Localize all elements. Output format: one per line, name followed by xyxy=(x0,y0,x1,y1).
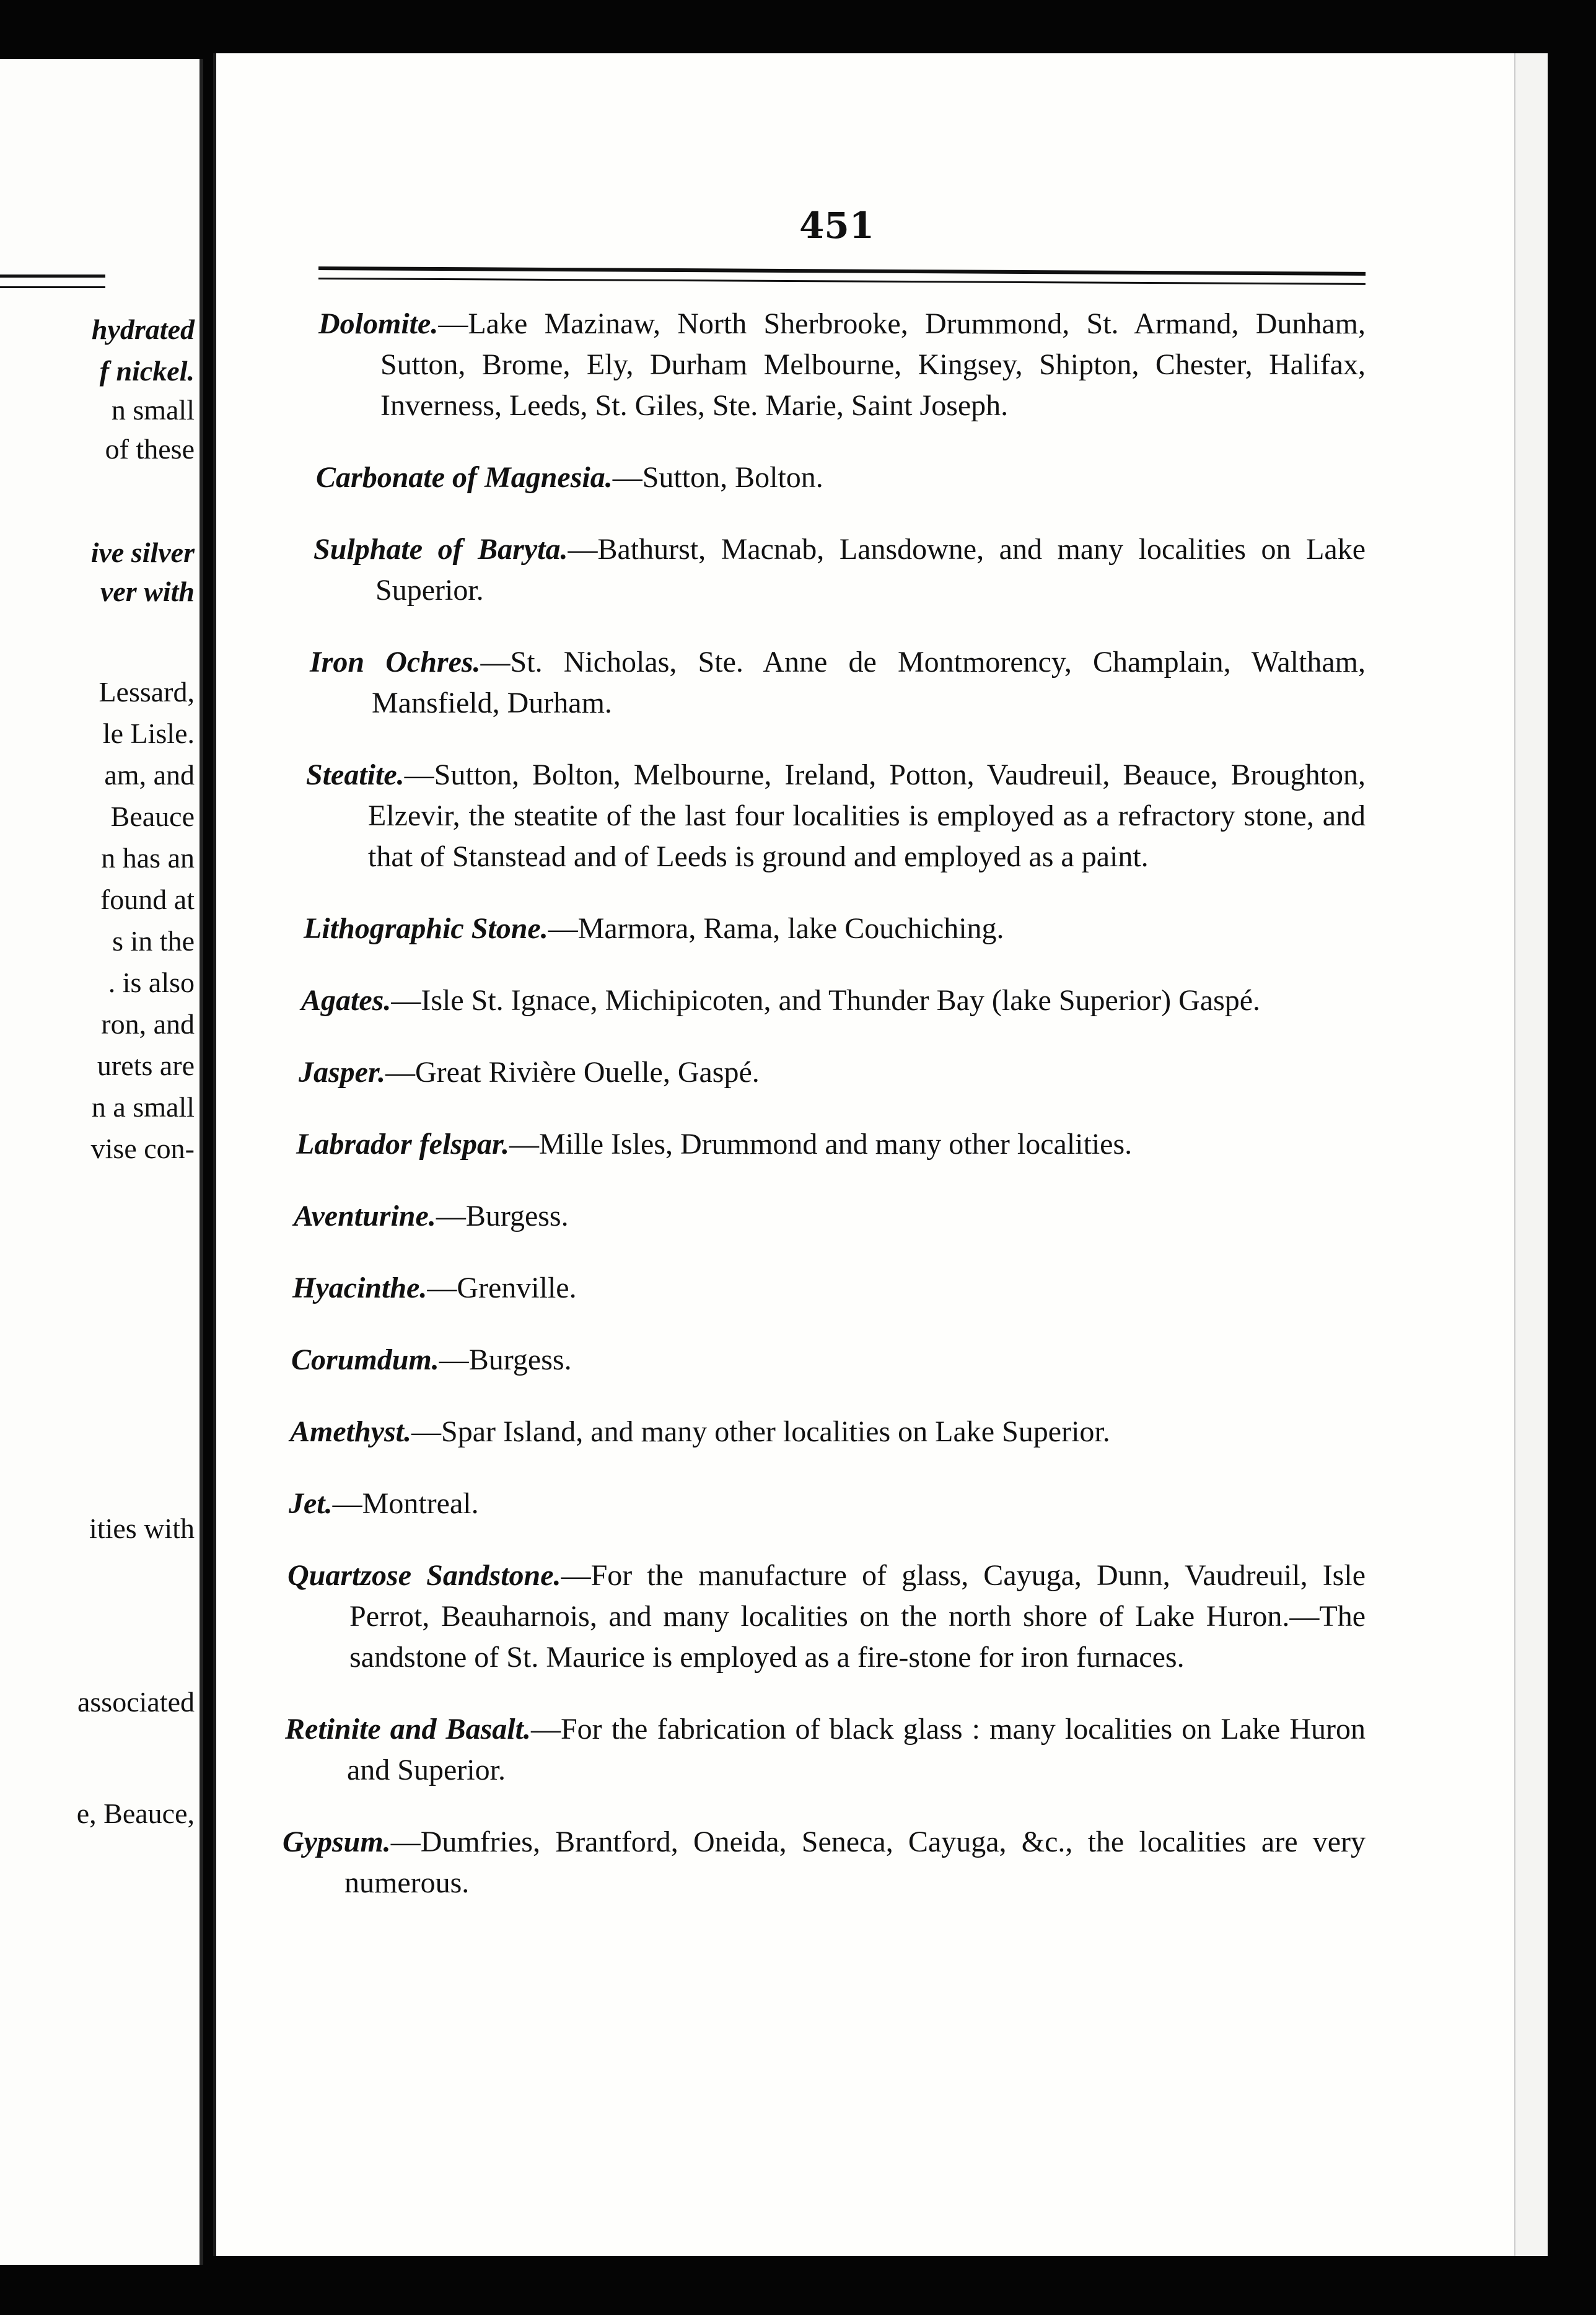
mineral-name: Agates. xyxy=(301,984,392,1017)
facing-page-line: ive silver xyxy=(90,537,195,568)
mineral-entry xyxy=(314,529,1366,611)
mineral-name: Jasper. xyxy=(299,1056,386,1089)
facing-page-line: of these xyxy=(105,433,195,465)
facing-page-line: associated xyxy=(77,1686,195,1718)
facing-page-line: s in the xyxy=(112,925,195,957)
mineral-entry xyxy=(299,1052,1366,1093)
mineral-localities: —St. Nicholas, Ste. Anne de Montmorency, Champlain, Waltham, Mansfield, Durham. xyxy=(372,646,1366,719)
mineral-entry xyxy=(306,755,1366,877)
mineral-localities: —Isle St. Ignace, Michipicoten, and Thunder Bay (lake Superior) Gaspé. xyxy=(391,984,1261,1017)
mineral-localities: —Great Rivière Ouelle, Gaspé. xyxy=(385,1056,760,1089)
facing-page-line: hydrated xyxy=(91,314,195,345)
mineral-name: Gypsum. xyxy=(283,1825,391,1858)
mineral-localities: —Mille Isles, Drummond and many other localities. xyxy=(509,1128,1133,1161)
mineral-localities: —Sutton, Bolton, Melbourne, Ireland, Potton, Vaudreuil, Beauce, Broughton, Elzevir, the steatite of the last four localities is employed as a refractory stone, and that of Stanstead and of Leeds is ground and employed as a paint. xyxy=(368,758,1366,873)
facing-page-header-rule xyxy=(0,275,105,288)
mineral-name: Jet. xyxy=(289,1487,333,1520)
mineral-name: Amethyst. xyxy=(290,1415,412,1448)
mineral-name: Sulphate of Baryta. xyxy=(314,533,568,566)
mineral-entry xyxy=(304,908,1366,949)
facing-page-line: found at xyxy=(100,884,195,915)
mineral-entry xyxy=(291,1340,1366,1381)
facing-page-line: n a small xyxy=(91,1091,195,1123)
mineral-name: Hyacinthe. xyxy=(292,1272,428,1304)
mineral-entry xyxy=(285,1709,1366,1791)
facing-page-line: n has an xyxy=(101,842,195,874)
mineral-localities: —Montreal. xyxy=(332,1487,479,1520)
mineral-entry xyxy=(316,457,1366,498)
mineral-name: Quartzose Sandstone. xyxy=(287,1559,561,1592)
mineral-entry xyxy=(318,304,1366,426)
mineral-name: Retinite and Basalt. xyxy=(285,1713,531,1746)
facing-page-line: Beauce xyxy=(110,801,195,832)
mineral-name: Lithographic Stone. xyxy=(304,912,548,945)
page-edge xyxy=(1514,53,1548,2256)
facing-page-line: urets are xyxy=(97,1050,195,1081)
mineral-localities: —Marmora, Rama, lake Couchiching. xyxy=(548,912,1004,945)
mineral-entry xyxy=(290,1412,1366,1452)
mineral-entry xyxy=(294,1196,1366,1237)
facing-page-line: Lessard, xyxy=(99,676,195,708)
mineral-entry xyxy=(296,1124,1366,1165)
mineral-name: Corumdum. xyxy=(291,1343,439,1376)
facing-page-line: am, and xyxy=(104,759,195,791)
mineral-entry xyxy=(310,642,1366,724)
facing-page-line: e, Beauce, xyxy=(76,1798,195,1829)
mineral-name: Carbonate of Magnesia. xyxy=(316,461,613,494)
facing-page-line: . is also xyxy=(108,967,195,998)
facing-page-line: ron, and xyxy=(101,1008,195,1040)
mineral-localities: —Bathurst, Macnab, Lansdowne, and many localities on Lake Superior. xyxy=(375,533,1366,607)
mineral-localities: —Lake Mazinaw, North Sherbrooke, Drummond, St. Armand, Dunham, Sutton, Brome, Ely, Durham Melbourne, Kingsey, Shipton, Chester, Halifax, Inverness, Leeds, St. Giles, Ste. Marie, Saint Joseph. xyxy=(380,307,1366,422)
mineral-localities: —Sutton, Bolton. xyxy=(612,461,823,494)
facing-page-line: ities with xyxy=(89,1513,195,1544)
facing-page-line: vise con- xyxy=(90,1133,195,1164)
mineral-localities: —For the manufacture of glass, Cayuga, Dunn, Vaudreuil, Isle Perrot, Beauharnois, and many localities on the north shore of Lake Huron.—The sandstone of St. Maurice is employed as a fire-stone for iron furnaces. xyxy=(349,1559,1366,1674)
mineral-name: Steatite. xyxy=(306,758,405,791)
mineral-localities: —For the fabrication of black glass : many localities on Lake Huron and Superior. xyxy=(347,1713,1366,1786)
mineral-entry xyxy=(292,1268,1366,1309)
mineral-localities: —Dumfries, Brantford, Oneida, Seneca, Cayuga, &c., the localities are very numerous. xyxy=(344,1825,1366,1899)
mineral-entry xyxy=(283,1822,1366,1904)
mineral-entry xyxy=(287,1555,1366,1678)
mineral-list xyxy=(283,304,1366,1935)
facing-page-line: ver with xyxy=(100,576,195,607)
mineral-localities: —Grenville. xyxy=(427,1272,577,1304)
mineral-entry xyxy=(289,1483,1366,1524)
mineral-name: Aventurine. xyxy=(294,1200,436,1232)
facing-page-line: le Lisle. xyxy=(102,718,195,749)
mineral-entry xyxy=(301,980,1366,1021)
facing-page-line: n small xyxy=(111,394,195,426)
mineral-name: Iron Ochres. xyxy=(310,646,481,679)
facing-page-line: f nickel. xyxy=(99,355,195,387)
mineral-name: Dolomite. xyxy=(318,307,439,340)
mineral-name: Labrador felspar. xyxy=(296,1128,510,1161)
facing-page-fragment xyxy=(0,59,203,2265)
mineral-localities: —Burgess. xyxy=(439,1343,572,1376)
page-number: 451 xyxy=(799,204,875,247)
mineral-localities: —Burgess. xyxy=(436,1200,569,1232)
mineral-localities: —Spar Island, and many other localities on Lake Superior. xyxy=(411,1415,1110,1448)
